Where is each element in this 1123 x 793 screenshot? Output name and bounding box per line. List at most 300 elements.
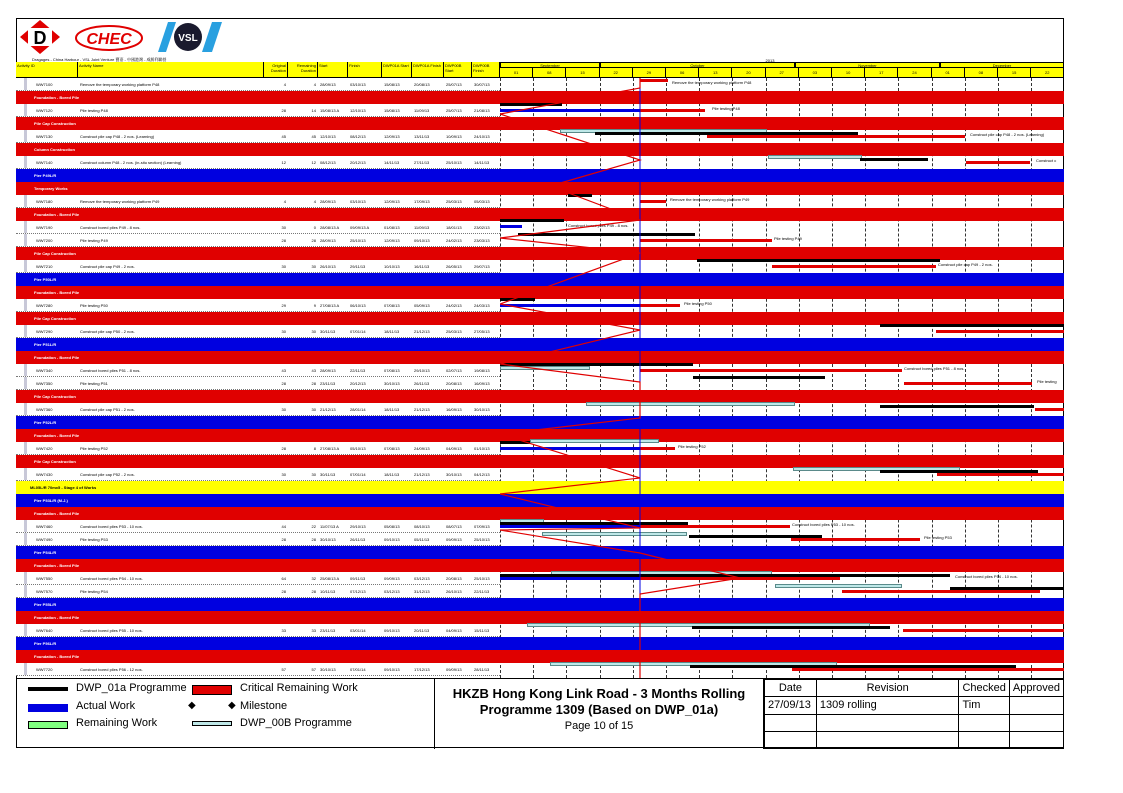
cell-f2: 30/07/13	[474, 82, 490, 87]
activity-row[interactable]	[16, 624, 500, 637]
cell-rd: 28	[311, 381, 316, 386]
wbs-group-row[interactable]: Pier P53L/R (M.J.)	[16, 494, 500, 507]
wbs-group-row[interactable]: Pier P50L/R	[16, 273, 500, 286]
cell-start: 26/10/13	[320, 264, 336, 269]
cell-f2: 29/07/13	[474, 264, 490, 269]
cell-name: Pile testing P53	[80, 537, 108, 542]
cell-name: Construct bored piles P49 - 8 nos.	[80, 225, 141, 230]
cell-f1: 21/12/13	[414, 329, 430, 334]
cell-s2: 10/09/13	[446, 134, 462, 139]
cell-finish: 09/11/13	[350, 576, 366, 581]
wbs-group-row[interactable]: Pile Cap Construction	[16, 312, 500, 325]
cell-name: Remove the temporary working platform P48	[80, 82, 160, 87]
activity-table	[16, 78, 500, 678]
wbs-group-row[interactable]: Pier P49L/R	[16, 169, 500, 182]
cell-finish: 20/12/13	[350, 160, 366, 165]
cell-f1: 11/09/13	[414, 225, 430, 230]
cell-f2: 30/10/13	[474, 407, 490, 412]
cell-od: 4	[283, 199, 286, 204]
rev-description: 1309 rolling	[816, 697, 959, 714]
col-dwp00b-finish[interactable]: DWP00B Finish	[472, 62, 500, 78]
cell-od: 30	[281, 329, 286, 334]
cell-f2: 23/02/13	[474, 225, 490, 230]
cell-f1: 21/12/13	[414, 407, 430, 412]
cell-s2: 25/07/13	[446, 82, 462, 87]
cell-finish: 07/12/13	[350, 589, 366, 594]
wbs-rail	[24, 104, 27, 116]
cell-s1: 18/11/13	[384, 472, 400, 477]
col-original-duration[interactable]: Original Duration	[264, 62, 288, 78]
cell-od: 33	[281, 628, 286, 633]
wbs-group-row[interactable]: Pier P56L/R	[16, 637, 500, 650]
cell-od: 30	[281, 472, 286, 477]
cell-name: Construct bored piles P51 - 8 nos.	[80, 368, 141, 373]
gantt-bar-label: Construct pile cap P49 - 2 nos.	[938, 262, 993, 267]
cell-s1: 18/11/13	[384, 329, 400, 334]
wbs-rail	[24, 130, 27, 142]
cell-f1: 27/11/13	[414, 160, 430, 165]
week-column: 29	[633, 68, 666, 78]
cell-rd: 30	[311, 407, 316, 412]
month-november: November	[795, 62, 940, 68]
cell-id: WW7210	[36, 264, 53, 269]
wbs-rail	[24, 156, 27, 168]
cell-start: 25/08/13 A	[320, 576, 340, 581]
page-number: Page 10 of 15	[564, 720, 634, 732]
cell-s1: 09/09/13	[384, 576, 400, 581]
activity-row[interactable]	[16, 234, 500, 247]
activity-row[interactable]	[16, 299, 500, 312]
activity-row[interactable]	[16, 104, 500, 117]
week-column: 13	[699, 68, 732, 78]
cell-f1: 20/11/13	[414, 628, 430, 633]
cell-finish: 25/10/13	[350, 238, 366, 243]
cell-s2: 04/09/13	[446, 446, 462, 451]
activity-row[interactable]	[16, 364, 500, 377]
week-column: 03	[799, 68, 832, 78]
cell-id: WW7460	[36, 524, 53, 529]
week-column: 27	[766, 68, 799, 78]
progress-line-overlay	[500, 78, 1064, 678]
svg-text:VSL: VSL	[178, 33, 198, 44]
cell-rd: 9	[313, 303, 316, 308]
wbs-rail	[24, 442, 27, 454]
cell-f1: 20/08/13	[414, 82, 430, 87]
cell-rd: 28	[311, 589, 316, 594]
cell-start: 30/10/13	[320, 667, 336, 672]
cell-f2: 05/03/13	[474, 199, 490, 204]
revision-table	[764, 679, 1064, 749]
progress-zigzag-line	[500, 78, 740, 678]
cell-s2: 25/03/13	[446, 199, 462, 204]
cell-f2: 16/09/13	[474, 381, 490, 386]
rev-header-revision: Revision	[816, 680, 959, 697]
wbs-group-row[interactable]: Column Construction	[16, 143, 500, 156]
cell-rd: 0	[313, 225, 316, 230]
rev-empty-cell	[816, 714, 959, 731]
activity-row[interactable]	[16, 663, 500, 676]
cell-f2: 25/10/13	[474, 537, 490, 542]
legend-swatch-dwp01a	[28, 687, 68, 691]
col-activity-id[interactable]: Activity ID	[16, 62, 78, 78]
week-column: 15	[566, 68, 599, 78]
gantt-bar-label: Construct bored piles P49 - 8 nos.	[568, 223, 629, 228]
rev-empty-cell	[816, 731, 959, 748]
cell-finish: 03/10/13	[350, 199, 366, 204]
activity-row[interactable]	[16, 468, 500, 481]
activity-row[interactable]	[16, 130, 500, 143]
cell-s2: 18/01/13	[446, 225, 462, 230]
rev-empty-cell	[1009, 731, 1063, 748]
col-start[interactable]: Start	[318, 62, 348, 78]
cell-s2: 02/07/13	[446, 368, 462, 373]
cell-id: WW7100	[36, 82, 53, 87]
activity-row[interactable]	[16, 221, 500, 234]
cell-f1: 21/12/13	[414, 472, 430, 477]
cell-id: WW7360	[36, 407, 53, 412]
cell-rd: 14	[311, 108, 316, 113]
cell-f1: 31/12/13	[414, 589, 430, 594]
cell-id: WW7420	[36, 446, 53, 451]
cell-s1: 01/08/13	[384, 225, 400, 230]
cell-name: Pile testing P52	[80, 446, 108, 451]
cell-od: 28	[281, 446, 286, 451]
cell-s2: 25/07/13	[446, 108, 462, 113]
cell-s2: 16/09/13	[446, 407, 462, 412]
cell-s2: 20/08/13	[446, 576, 462, 581]
wbs-group-row[interactable]: Foundation - Bored Pile	[16, 91, 500, 104]
cell-od: 12	[281, 160, 286, 165]
legend-actual: Actual Work	[76, 700, 136, 712]
wbs-rail	[24, 585, 27, 597]
legend-milestone: Milestone	[240, 700, 288, 712]
month-september: September	[500, 62, 600, 68]
cell-name: Pile testing P54	[80, 589, 108, 594]
cell-id: WW7570	[36, 589, 53, 594]
cell-s2: 24/02/13	[446, 303, 462, 308]
week-column: 06	[666, 68, 699, 78]
cell-s1: 07/08/13	[384, 368, 400, 373]
rev-empty-cell	[765, 731, 817, 748]
cell-f2: 21/08/13	[474, 108, 490, 113]
cell-rd: 12	[311, 160, 316, 165]
rev-header-checked: Checked	[959, 680, 1009, 697]
cell-finish: 07/01/14	[350, 667, 366, 672]
cell-start: 28/09/13	[320, 238, 336, 243]
rev-empty-cell	[959, 731, 1009, 748]
cell-s2: 04/09/13	[446, 628, 462, 633]
cell-s2: 26/05/13	[446, 264, 462, 269]
gantt-bar-label: Construct bored piles P54 - 10 nos.	[955, 574, 1018, 579]
week-column: 01	[500, 68, 533, 78]
cell-start: 27/08/13 A	[320, 303, 340, 308]
activity-row[interactable]	[16, 403, 500, 416]
activity-row[interactable]	[16, 572, 500, 585]
cell-rd: 32	[311, 576, 316, 581]
cell-od: 30	[281, 225, 286, 230]
cell-s2: 25/10/13	[446, 160, 462, 165]
wbs-rail	[24, 325, 27, 337]
vsl-logo	[152, 20, 224, 54]
cell-id: WW7720	[36, 667, 53, 672]
cell-finish: 07/01/14	[350, 329, 366, 334]
cell-name: Construct pile cap P48 - 2 nos. (Learning)	[80, 134, 155, 139]
cell-start: 12/10/13	[320, 134, 336, 139]
joint-venture-text: Dragages - China Harbour - VSL Joint Venture 寶嘉 - 中國港灣 - 威勝利聯營	[32, 57, 167, 62]
cell-finish: 26/11/13	[350, 537, 366, 542]
wbs-rail	[24, 299, 27, 311]
cell-s1: 12/09/13	[384, 134, 400, 139]
cell-rd: 33	[311, 628, 316, 633]
cell-f2: 28/11/13	[474, 667, 490, 672]
gantt-bar-label: Pile testing	[1037, 379, 1057, 384]
cell-s2: 20/08/13	[446, 381, 462, 386]
activity-row[interactable]	[16, 442, 500, 455]
gantt-bar-label: Remove the temporary working platform P49	[670, 197, 750, 202]
cell-s2: 24/02/13	[446, 238, 462, 243]
activity-row[interactable]	[16, 260, 500, 273]
week-column: 08	[965, 68, 998, 78]
wbs-group-row[interactable]: Foundation - Bored Pile	[16, 650, 500, 663]
cell-id: WW7290	[36, 329, 53, 334]
cell-f1: 17/12/13	[414, 667, 430, 672]
activity-row[interactable]	[16, 325, 500, 338]
cell-s1: 07/08/13	[384, 303, 400, 308]
col-dwp01a-start[interactable]: DWP01A Start	[382, 62, 412, 78]
activity-row[interactable]	[16, 533, 500, 546]
cell-f1: 13/11/13	[414, 134, 430, 139]
cell-f2: 15/11/13	[474, 628, 490, 633]
legend-swatch-actual	[28, 704, 68, 712]
cell-s1: 09/10/13	[384, 537, 400, 542]
week-column: 10	[832, 68, 865, 78]
cell-name: Pile testing P48	[80, 108, 108, 113]
cell-f1: 24/09/13	[414, 446, 430, 451]
gantt-bar-label: Pile testing P53	[924, 535, 952, 540]
cell-s1: 14/11/13	[384, 160, 400, 165]
cell-name: Construct pile cap P49 - 2 nos.	[80, 264, 135, 269]
cell-f2: 27/05/13	[474, 329, 490, 334]
wbs-rail	[24, 533, 27, 545]
cell-od: 28	[281, 381, 286, 386]
cell-name: Construct bored piles P53 - 10 nos.	[80, 524, 143, 529]
legend-swatch-critical	[192, 685, 232, 695]
cell-f1: 29/10/13	[414, 368, 430, 373]
wbs-rail	[24, 364, 27, 376]
rev-header-approved: Approved	[1009, 680, 1063, 697]
cell-id: WW7340	[36, 368, 53, 373]
wbs-group-row[interactable]: Foundation - Bored Pile	[16, 208, 500, 221]
week-column: 08	[533, 68, 566, 78]
rev-empty-cell	[959, 714, 1009, 731]
cell-start: 30/11/13	[320, 472, 336, 477]
cell-id: WW7640	[36, 628, 53, 633]
cell-id: WW7550	[36, 576, 53, 581]
cell-start: 28/09/13	[320, 199, 336, 204]
wbs-rail	[24, 520, 27, 532]
gantt-bar-label: Remove the temporary working platform P48	[672, 80, 752, 85]
activity-row[interactable]	[16, 195, 500, 208]
wbs-group-row[interactable]: Pile Cap Construction	[16, 390, 500, 403]
wbs-rail	[24, 572, 27, 584]
rev-checked: Tim	[959, 697, 1009, 714]
cell-s1: 30/10/13	[384, 381, 400, 386]
cell-start: 10/11/13	[320, 589, 336, 594]
gantt-chart	[500, 78, 1064, 678]
cell-rd: 45	[311, 134, 316, 139]
cell-od: 30	[281, 264, 286, 269]
cell-od: 28	[281, 537, 286, 542]
cell-name: Remove the temporary working platform P49	[80, 199, 160, 204]
activity-row[interactable]	[16, 156, 500, 169]
cell-finish: 05/10/13	[350, 446, 366, 451]
cell-f2: 25/10/13	[474, 576, 490, 581]
wbs-rail	[24, 663, 27, 675]
wbs-rail	[24, 624, 27, 636]
cell-rd: 30	[311, 264, 316, 269]
cell-name: Construct pile cap P50 - 2 nos.	[80, 329, 135, 334]
cell-id: WW7280	[36, 303, 53, 308]
col-activity-name[interactable]: Activity Name	[78, 62, 264, 78]
cell-od: 4	[283, 82, 286, 87]
cell-f1: 17/09/13	[414, 199, 430, 204]
week-column: 01	[932, 68, 965, 78]
cell-name: Construct column P48 - 2 nos. (in-situ section) (Learning)	[80, 160, 182, 165]
svg-text:CHEC: CHEC	[86, 31, 132, 48]
cell-f1: 08/10/13	[414, 524, 430, 529]
title-line-1: HKZB Hong Kong Link Road - 3 Months Rolling	[452, 686, 746, 701]
week-column: 22	[1031, 68, 1064, 78]
wbs-rail	[24, 195, 27, 207]
rev-empty-cell	[765, 714, 817, 731]
cell-name: Pile testing P49	[80, 238, 108, 243]
cell-f1: 05/11/13	[414, 537, 430, 542]
wbs-group-row[interactable]: Foundation - Bored Pile	[16, 429, 500, 442]
cell-rd: 8	[313, 446, 316, 451]
cell-start: 28/09/13	[320, 82, 336, 87]
cell-finish: 08/12/13	[350, 134, 366, 139]
gantt-bar-label: Construct bored piles P53 - 10 nos.	[792, 522, 855, 527]
cell-start: 28/08/13 A	[320, 225, 340, 230]
title-block	[434, 679, 764, 749]
activity-row[interactable]	[16, 377, 500, 390]
footer	[16, 678, 1064, 749]
wbs-group-row[interactable]: ML05L/R 70mx5 - Stage 4 of Works	[16, 481, 500, 494]
cell-finish: 29/11/13	[350, 264, 366, 269]
cell-rd: 28	[311, 238, 316, 243]
wbs-group-row[interactable]: Pile Cap Construction	[16, 455, 500, 468]
cell-rd: 30	[311, 329, 316, 334]
wbs-group-row[interactable]: Temporary Works	[16, 182, 500, 195]
cell-start: 15/08/13 A	[320, 108, 340, 113]
wbs-group-row[interactable]: Pier P51L/R	[16, 338, 500, 351]
legend-dwp01a: DWP_01a Programme	[76, 682, 187, 694]
cell-finish: 03/10/13	[350, 82, 366, 87]
gantt-bar-label: Construct bored piles P51 - 8 nos.	[904, 366, 965, 371]
milestone-icon: ◆	[228, 700, 236, 711]
cell-f1: 03/12/13	[414, 576, 430, 581]
cell-rd: 4	[313, 199, 316, 204]
wbs-group-row[interactable]: Foundation - Bored Pile	[16, 507, 500, 520]
legend-remaining: Remaining Work	[76, 717, 158, 729]
col-dwp01a-finish[interactable]: DWP01A Finish	[412, 62, 444, 78]
cell-od: 64	[281, 576, 286, 581]
activity-row[interactable]	[16, 78, 500, 91]
cell-f2: 07/09/13	[474, 524, 490, 529]
wbs-group-row[interactable]: Pier P54L/R	[16, 546, 500, 559]
month-october: October	[600, 62, 795, 68]
cell-f2: 19/08/13	[474, 368, 490, 373]
cell-start: 23/11/13	[320, 381, 336, 386]
cell-id: WW7190	[36, 225, 53, 230]
wbs-group-row[interactable]: Foundation - Bored Pile	[16, 611, 500, 624]
cell-rd: 28	[311, 537, 316, 542]
cell-od: 28	[281, 238, 286, 243]
activity-row[interactable]	[16, 585, 500, 598]
cell-s2: 25/03/13	[446, 329, 462, 334]
cell-name: Construct bored piles P55 - 10 nos.	[80, 628, 143, 633]
gantt-bar-label: Construct c	[1036, 158, 1057, 163]
cell-od: 44	[281, 524, 286, 529]
cell-s2: 08/07/13	[446, 524, 462, 529]
cell-start: 21/12/13	[320, 407, 336, 412]
cell-name: Pile testing P50	[80, 303, 108, 308]
cell-s2: 26/10/13	[446, 589, 462, 594]
wbs-group-row[interactable]: Foundation - Bored Pile	[16, 286, 500, 299]
cell-f2: 24/10/13	[474, 134, 490, 139]
rev-approved	[1009, 697, 1063, 714]
cell-od: 28	[281, 108, 286, 113]
legend-critical: Critical Remaining Work	[240, 682, 358, 694]
col-remaining-duration[interactable]: Remaining Duration	[288, 62, 318, 78]
wbs-group-row[interactable]: Pier P52L/R	[16, 416, 500, 429]
cell-f2: 24/03/13	[474, 303, 490, 308]
cell-name: Construct pile cap P52 - 2 nos.	[80, 472, 135, 477]
gantt-bar-label: Construct pile cap P48 - 2 nos. (Learning)	[970, 132, 1045, 137]
activity-row[interactable]	[16, 520, 500, 533]
cell-od: 29	[281, 303, 286, 308]
week-column: 22	[600, 68, 633, 78]
gantt-bar-label: Pile testing P49	[774, 236, 802, 241]
col-dwp00b-start[interactable]: DWP00B Start	[444, 62, 472, 78]
cell-start: 30/10/13	[320, 537, 336, 542]
cell-id: WW7120	[36, 108, 53, 113]
wbs-group-row[interactable]: Pile Cap Construction	[16, 247, 500, 260]
cell-name: Construct bored piles P54 - 10 nos.	[80, 576, 143, 581]
wbs-group-row[interactable]: Foundation - Bored Pile	[16, 559, 500, 572]
cell-s1: 03/12/13	[384, 589, 400, 594]
cell-f1: 16/11/13	[414, 264, 430, 269]
wbs-group-row[interactable]: Pier P55L/R	[16, 598, 500, 611]
milestone-icon: ◆	[188, 700, 196, 711]
col-finish[interactable]: Finish	[348, 62, 382, 78]
cell-start: 11/07/13 A	[320, 524, 339, 529]
legend-swatch-dwp00b	[192, 721, 232, 726]
cell-finish: 09/09/13 A	[350, 225, 370, 230]
wbs-group-row[interactable]: Foundation - Bored Pile	[16, 351, 500, 364]
cell-finish: 12/10/13	[350, 108, 366, 113]
wbs-group-row[interactable]: Pile Cap Construction	[16, 117, 500, 130]
week-column: 15	[998, 68, 1031, 78]
wbs-rail	[24, 403, 27, 415]
cell-od: 43	[281, 368, 286, 373]
week-column: 17	[865, 68, 898, 78]
cell-od: 45	[281, 134, 286, 139]
gantt-bar-label: Pile testing P52	[678, 444, 706, 449]
legend-dwp00b: DWP_00B Programme	[240, 717, 352, 729]
month-december: December	[940, 62, 1064, 68]
cell-f2: 22/11/13	[474, 589, 490, 594]
